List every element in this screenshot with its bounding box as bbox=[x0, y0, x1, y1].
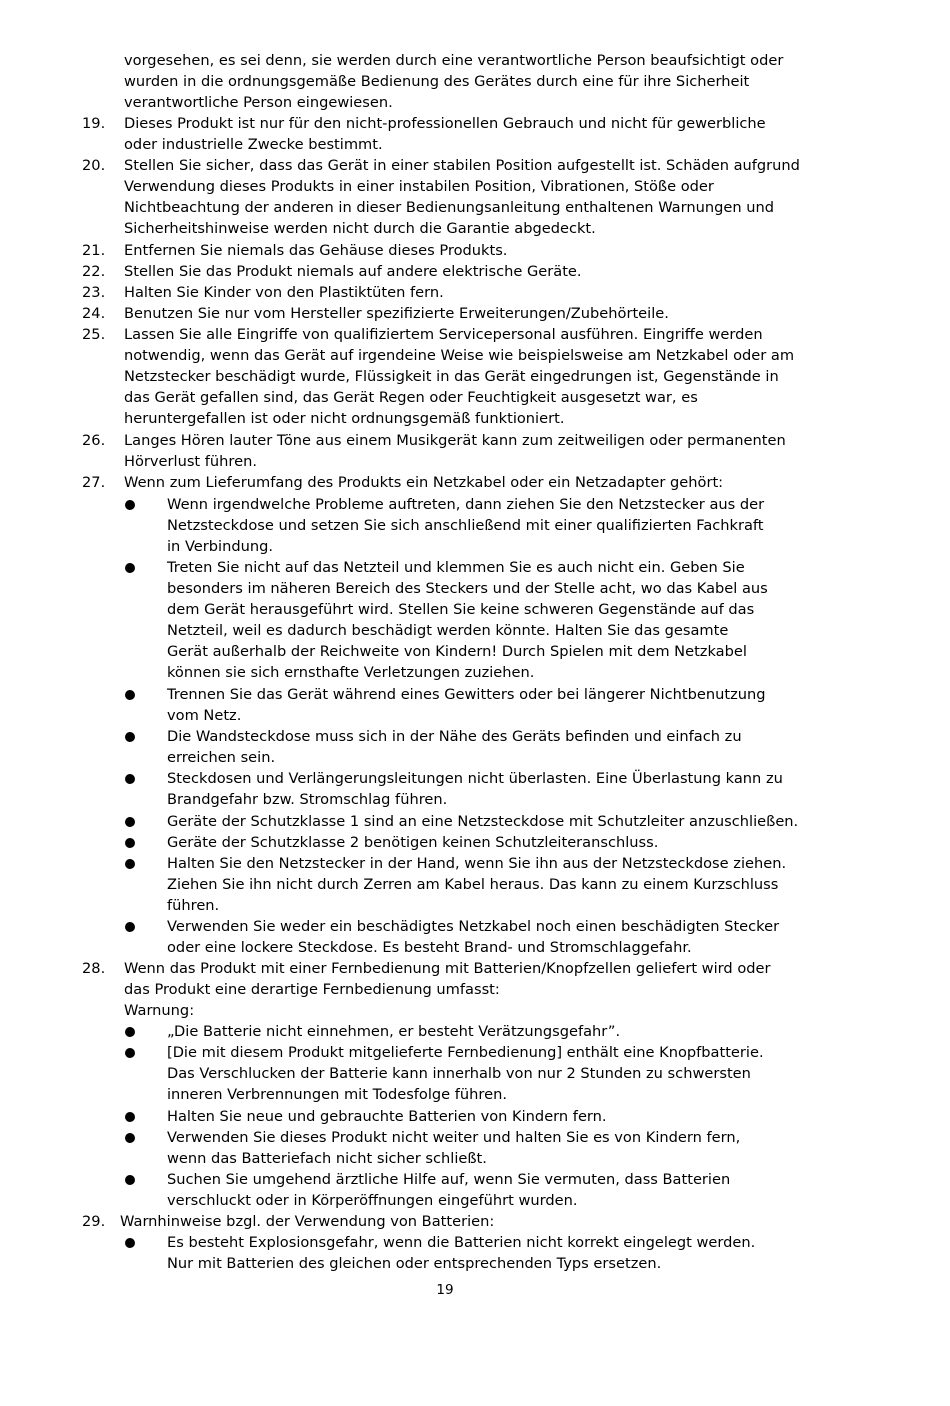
text-line: wenn das Batteriefach nicht sicher schließt. bbox=[167, 1150, 487, 1167]
text-line: Verwenden Sie weder ein beschädigtes Netzkabel noch einen beschädigten Stecker bbox=[167, 918, 780, 935]
text-line: Dieses Produkt ist nur für den nicht-professionellen Gebrauch und nicht für gewerbliche bbox=[124, 115, 766, 132]
text-line: „Die Batterie nicht einnehmen, er besteht Verätzungsgefahr”. bbox=[167, 1023, 621, 1040]
text-line: notwendig, wenn das Gerät auf irgendeine Weise wie beispielsweise am Netzkabel oder am bbox=[124, 347, 795, 364]
bullet-icon bbox=[125, 1112, 135, 1122]
text-line: Nur mit Batterien des gleichen oder entsprechenden Typs ersetzen. bbox=[167, 1255, 662, 1272]
text-line: Lassen Sie alle Eingriffe von qualifiziertem Servicepersonal ausführen. Eingriffe werden bbox=[124, 326, 763, 343]
text-line: Halten Sie neue und gebrauchte Batterien von Kindern fern. bbox=[167, 1108, 607, 1125]
text-line: besonders im näheren Bereich des Steckers und der Stelle acht, wo das Kabel aus bbox=[167, 580, 768, 597]
text-line: Geräte der Schutzklasse 1 sind an eine Netzsteckdose mit Schutzleiter anzuschließen. bbox=[167, 813, 799, 830]
bullet-icon bbox=[125, 500, 135, 510]
text-line: Netzsteckdose und setzen Sie sich anschließend mit einer qualifizierten Fachkraft bbox=[167, 517, 764, 534]
text-line: das Gerät gefallen sind, das Gerät Regen oder Feuchtigkeit ausgesetzt war, es bbox=[124, 389, 698, 406]
text-line: Gerät außerhalb der Reichweite von Kindern! Durch Spielen mit dem Netzkabel bbox=[167, 643, 747, 660]
text-line: Es besteht Explosionsgefahr, wenn die Batterien nicht korrekt eingelegt werden. bbox=[167, 1234, 756, 1251]
bullet-icon bbox=[125, 817, 135, 827]
text-line: verschluckt oder in Körperöffnungen eingeführt wurden. bbox=[167, 1192, 578, 1209]
text-line: Suchen Sie umgehend ärztliche Hilfe auf, wenn Sie vermuten, dass Batterien bbox=[167, 1171, 731, 1188]
text-line: dem Gerät herausgeführt wird. Stellen Sie keine schweren Gegenstände auf das bbox=[167, 601, 755, 618]
text-line: inneren Verbrennungen mit Todesfolge führen. bbox=[167, 1086, 507, 1103]
text-line: in Verbindung. bbox=[167, 538, 274, 555]
text-line: oder eine lockere Steckdose. Es besteht Brand- und Stromschlaggefahr. bbox=[167, 939, 692, 956]
text-line: Nichtbeachtung der anderen in dieser Bedienungsanleitung enthaltenen Warnungen und bbox=[124, 199, 775, 216]
text-line: erreichen sein. bbox=[167, 749, 276, 766]
text-line: Die Wandsteckdose muss sich in der Nähe des Geräts befinden und einfach zu bbox=[167, 728, 742, 745]
text-line: Stellen Sie sicher, dass das Gerät in einer stabilen Position aufgestellt ist. Schäden aufgrund bbox=[124, 157, 800, 174]
text-line: Wenn irgendwelche Probleme auftreten, dann ziehen Sie den Netzstecker aus der bbox=[167, 496, 765, 513]
bullet-icon bbox=[125, 1027, 135, 1037]
text-line: Halten Sie Kinder von den Plastiktüten fern. bbox=[124, 284, 444, 301]
bullet-icon bbox=[125, 1048, 135, 1058]
text-line: das Produkt eine derartige Fernbedienung umfasst: bbox=[124, 981, 500, 998]
text-line: Warnhinweise bzgl. der Verwendung von Batterien: bbox=[120, 1213, 495, 1230]
bullet-icon bbox=[125, 1238, 135, 1248]
list-item-number: 24. bbox=[82, 305, 106, 322]
text-line: heruntergefallen ist oder nicht ordnungsgemäß funktioniert. bbox=[124, 410, 565, 427]
text-line: wurden in die ordnungsgemäße Bedienung des Gerätes durch eine für ihre Sicherheit bbox=[124, 73, 750, 90]
list-item-number: 27. bbox=[82, 474, 106, 491]
text-line: Langes Hören lauter Töne aus einem Musikgerät kann zum zeitweiligen oder permanenten bbox=[124, 432, 786, 449]
list-item-number: 22. bbox=[82, 263, 106, 280]
list-item-number: 19. bbox=[82, 115, 106, 132]
text-line: Stellen Sie das Produkt niemals auf andere elektrische Geräte. bbox=[124, 263, 582, 280]
list-item-number: 28. bbox=[82, 960, 106, 977]
text-line: Netzstecker beschädigt wurde, Flüssigkeit in das Gerät eingedrungen ist, Gegenstände in bbox=[124, 368, 779, 385]
text-line: vorgesehen, es sei denn, sie werden durch eine verantwortliche Person beaufsichtigt oder bbox=[124, 52, 784, 69]
bullet-icon bbox=[125, 690, 135, 700]
text-line: Treten Sie nicht auf das Netzteil und klemmen Sie es auch nicht ein. Geben Sie bbox=[167, 559, 745, 576]
text-line: Trennen Sie das Gerät während eines Gewitters oder bei längerer Nichtbenutzung bbox=[167, 686, 766, 703]
text-line: Entfernen Sie niemals das Gehäuse dieses Produkts. bbox=[124, 242, 508, 259]
text-line: Hörverlust führen. bbox=[124, 453, 257, 470]
bullet-icon bbox=[125, 1133, 135, 1143]
text-line: Brandgefahr bzw. Stromschlag führen. bbox=[167, 791, 448, 808]
list-item-number: 23. bbox=[82, 284, 106, 301]
text-line: Netzteil, weil es dadurch beschädigt werden könnte. Halten Sie das gesamte bbox=[167, 622, 729, 639]
page-number: 19 bbox=[436, 1282, 454, 1298]
text-line: Sicherheitshinweise werden nicht durch die Garantie abgedeckt. bbox=[124, 220, 596, 237]
text-line: Geräte der Schutzklasse 2 benötigen keinen Schutzleiteranschluss. bbox=[167, 834, 659, 851]
text-line: Ziehen Sie ihn nicht durch Zerren am Kabel heraus. Das kann zu einem Kurzschluss bbox=[167, 876, 779, 893]
text-line: Halten Sie den Netzstecker in der Hand, wenn Sie ihn aus der Netzsteckdose ziehen. bbox=[167, 855, 787, 872]
bullet-icon bbox=[125, 859, 135, 869]
text-line: Warnung: bbox=[124, 1002, 195, 1019]
bullet-icon bbox=[125, 922, 135, 932]
text-line: Wenn das Produkt mit einer Fernbedienung mit Batterien/Knopfzellen geliefert wird oder bbox=[124, 960, 771, 977]
bullet-icon bbox=[125, 838, 135, 848]
text-line: Steckdosen und Verlängerungsleitungen nicht überlasten. Eine Überlastung kann zu bbox=[167, 770, 783, 787]
list-item-number: 25. bbox=[82, 326, 106, 343]
text-line: oder industrielle Zwecke bestimmt. bbox=[124, 136, 383, 153]
bullet-icon bbox=[125, 732, 135, 742]
list-item-number: 20. bbox=[82, 157, 106, 174]
text-line: Verwenden Sie dieses Produkt nicht weiter und halten Sie es von Kindern fern, bbox=[167, 1129, 741, 1146]
text-line: Verwendung dieses Produkts in einer instabilen Position, Vibrationen, Stöße oder bbox=[124, 178, 714, 195]
text-line: verantwortliche Person eingewiesen. bbox=[124, 94, 393, 111]
text-line: vom Netz. bbox=[167, 707, 242, 724]
text-line: können sie sich ernsthafte Verletzungen zuziehen. bbox=[167, 664, 535, 681]
text-line: Wenn zum Lieferumfang des Produkts ein Netzkabel oder ein Netzadapter gehört: bbox=[124, 474, 724, 491]
bullet-icon bbox=[125, 563, 135, 573]
bullet-icon bbox=[125, 774, 135, 784]
bullet-icon bbox=[125, 1175, 135, 1185]
list-item-number: 21. bbox=[82, 242, 106, 259]
text-line: Benutzen Sie nur vom Hersteller spezifizierte Erweiterungen/Zubehörteile. bbox=[124, 305, 669, 322]
text-line: Das Verschlucken der Batterie kann innerhalb von nur 2 Stunden zu schwersten bbox=[167, 1065, 751, 1082]
text-line: führen. bbox=[167, 897, 220, 914]
list-item-number: 29. bbox=[82, 1213, 106, 1230]
text-line: [Die mit diesem Produkt mitgelieferte Fernbedienung] enthält eine Knopfbatterie. bbox=[167, 1044, 764, 1061]
list-item-number: 26. bbox=[82, 432, 106, 449]
